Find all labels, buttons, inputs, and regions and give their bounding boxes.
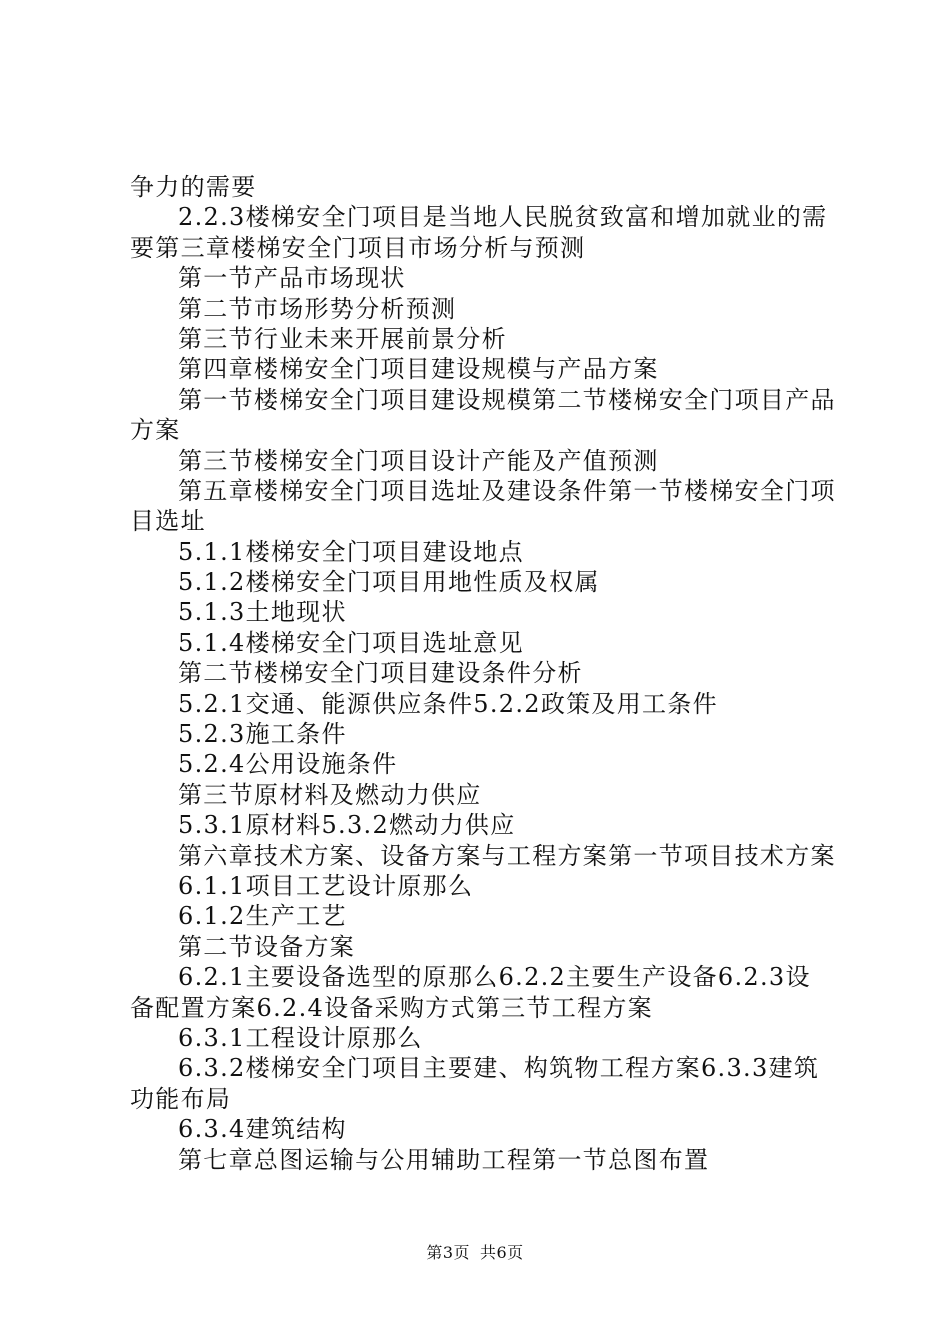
text-line: 6.1.2生产工艺 — [178, 902, 347, 931]
text-line: 第六章技术方案、设备方案与工程方案第一节项目技术方案 — [178, 841, 836, 870]
text-line: 6.3.4建筑结构 — [178, 1115, 347, 1144]
text-line: 5.2.4公用设施条件 — [178, 750, 398, 779]
text-line: 第二节楼梯安全门项目建设条件分析 — [178, 659, 583, 688]
text-line: 备配置方案6.2.4设备采购方式第三节工程方案 — [130, 993, 653, 1022]
text-line: 争力的需要 — [130, 173, 257, 201]
page-footer — [0, 1243, 950, 1263]
page-total: 共6页 — [480, 1243, 524, 1262]
document-body — [130, 172, 842, 1175]
text-line: 第五章楼梯安全门项目选址及建设条件第一节楼梯安全门项 — [178, 476, 836, 505]
text-line: 第三节楼梯安全门项目设计产能及产值预测 — [178, 446, 659, 475]
text-line: 5.2.1交通、能源供应条件5.2.2政策及用工条件 — [178, 689, 718, 718]
text-line: 5.3.1原材料5.3.2燃动力供应 — [178, 811, 516, 840]
text-line: 目选址 — [130, 507, 206, 536]
text-line: 第一节产品市场现状 — [178, 264, 406, 293]
text-line: 6.2.1主要设备选型的原那么6.2.2主要生产设备6.2.3设 — [178, 963, 811, 992]
text-line: 5.1.4楼梯安全门项目选址意见 — [178, 628, 524, 657]
text-line: 6.3.1工程设计原那么 — [178, 1023, 423, 1052]
text-line: 第二节设备方案 — [178, 932, 356, 961]
text-line: 第二节市场形势分析预测 — [178, 294, 457, 323]
text-line: 方案 — [130, 416, 181, 445]
text-line: 5.1.2楼梯安全门项目用地性质及权属 — [178, 568, 600, 597]
text-line: 第三节原材料及燃动力供应 — [178, 780, 482, 809]
text-line: 2.2.3楼梯安全门项目是当地人民脱贫致富和增加就业的需 — [178, 203, 828, 232]
page-number: 第3页 — [426, 1243, 470, 1262]
text-line: 第三节行业未来开展前景分析 — [178, 324, 507, 353]
text-line: 6.1.1项目工艺设计原那么 — [178, 871, 474, 900]
text-line: 第四章楼梯安全门项目建设规模与产品方案 — [178, 355, 659, 384]
text-line: 要第三章楼梯安全门项目市场分析与预测 — [130, 233, 586, 262]
text-line: 功能布局 — [130, 1084, 232, 1113]
text-line: 5.1.1楼梯安全门项目建设地点 — [178, 537, 524, 566]
text-line: 5.1.3土地现状 — [178, 598, 347, 627]
text-line: 6.3.2楼梯安全门项目主要建、构筑物工程方案6.3.3建筑 — [178, 1054, 820, 1083]
text-line: 5.2.3施工条件 — [178, 720, 347, 749]
text-line: 第一节楼梯安全门项目建设规模第二节楼梯安全门项目产品 — [178, 385, 836, 414]
text-line: 第七章总图运输与公用辅助工程第一节总图布置 — [178, 1145, 710, 1174]
